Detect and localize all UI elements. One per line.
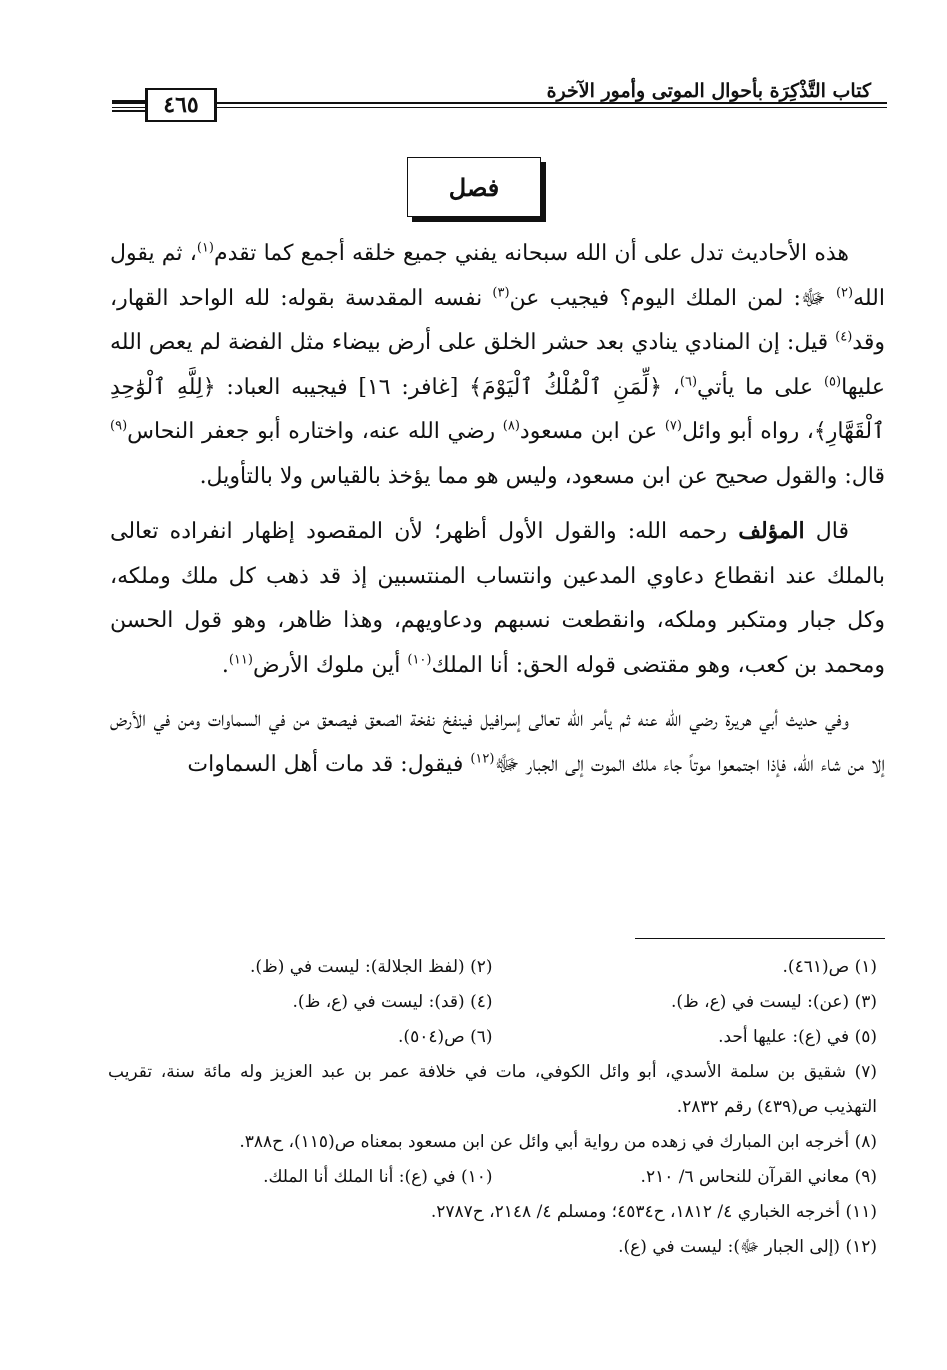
- text-run: وفي حديث أبي هريرة رضي الله عنه ثم يأمر الله تعالى إسرافيل فينفخ نفخة الصعق فيصعق من في السماوات ومن في الأرض إلا من شاء الله، فإذا اجتمعوا موتاً جاء ملك الموت إلى الجبار ﷻ: [110, 707, 885, 777]
- text-run: فيقول: قد مات أهل السماوات: [187, 751, 471, 777]
- text-run: نفسه المقدسة بقوله: لله الواحد القهار، وقد: [110, 285, 885, 355]
- text-run: أين ملوك الأرض: [252, 652, 408, 678]
- footnote-8: (٨) أخرجه ابن المبارك في زهده من رواية أبي وائل عن ابن مسعود بمعناه ص(١١٥)، ح٣٨٨.: [239, 1132, 877, 1152]
- footnote-7: (٧) شقيق بن سلمة الأسدي، أبو وائل الكوفي، مات في خلافة عمر بن عبد العزيز وله مائة سنة، تقريب التهذيب ص(٤٣٩) رقم ٢٨٣٢.: [108, 1062, 877, 1117]
- footnote-1: (١) ص(٤٦١).: [782, 957, 877, 977]
- text-run: قال: [804, 519, 849, 544]
- text-run: رحمه الله: والقول الأول أظهر؛ لأن المقصود إظهار انفراده تعالى بالملك عند انقطاع دعاوي المدعين وانتساب المنتسبين إذ قد ذهب كل ملك وملكه، وكل جبار ومتكبر وملكه، وانقطعت نسبهم ودعاويهم، وهذا ظاهر، وهو قول الحسن ومحمد بن كعب، وهو مقتضى قوله الحق: أنا الملك: [110, 519, 885, 678]
- footnote-9: (٩) معاني القرآن للنحاس ٦/ ٢١٠.: [640, 1167, 877, 1187]
- footnote-ref: (١٢): [470, 751, 495, 767]
- footnote-row: [108, 1160, 877, 1195]
- footnote-4: (٤) (قد): ليست في (ع، ظ).: [292, 992, 493, 1012]
- text-run: ﷻ: لمن الملك اليوم؟ فيجيب عن: [509, 285, 836, 311]
- footnote-ref: (٩): [110, 418, 128, 434]
- footnote-6: (٦) ص(٥٠٤).: [398, 1027, 493, 1047]
- footnote-ref: (١١): [228, 652, 253, 668]
- footnote-3: (٣) (عن): ليست في (ع، ظ).: [671, 992, 877, 1012]
- text-run: على ما يأتي: [697, 374, 824, 400]
- footnotes: [108, 950, 877, 1265]
- footnote-ref: (٧): [664, 418, 682, 434]
- footnote-ref: (١٠): [407, 652, 432, 668]
- footnote-ref: (٢): [835, 285, 854, 301]
- footnote-row: [108, 1020, 877, 1055]
- header-rule: [112, 102, 887, 108]
- footnote-ref: (٤): [835, 329, 853, 345]
- section-title: فصل: [407, 157, 541, 217]
- text-run: ، ﴿لِّمَنِ ٱلْمُلْكُ ٱلْيَوْمَ﴾ [غافر: ١٦] فيجيبه العباد: ﴿لِلَّهِ ٱلْوَٰحِدِ ٱلْقَهَّارِ﴾، رواه أبو وائل: [110, 374, 885, 444]
- text-run: ، ثم يقول الله: [110, 241, 885, 311]
- text-run: عن ابن مسعود: [519, 419, 665, 444]
- footnote-separator: [635, 938, 885, 939]
- footnote-11: (١١) أخرجه الخباري ٤/ ١٨١٢، ح٤٥٣٤؛ ومسلم ٤/ ٢١٤٨، ح٢٧٨٧.: [430, 1202, 877, 1222]
- paragraph-3: [110, 698, 885, 787]
- paragraph-2: [110, 509, 885, 688]
- text-run: قال: والقول صحيح عن ابن مسعود، وليس هو مما يؤخذ بالقياس ولا بالتأويل.: [199, 463, 885, 489]
- footnote-row: [108, 950, 877, 985]
- footnote-ref: (٦): [679, 374, 698, 390]
- main-text: [110, 232, 885, 797]
- paragraph-1: [110, 232, 885, 499]
- text-run: قيل: إن المنادي ينادي بعد حشر الخلق على أرض بيضاء مثل الفضة لم يعص الله عليها: [110, 330, 886, 400]
- footnote-ref: (١): [196, 240, 214, 256]
- footnote-ref: (٥): [823, 374, 842, 390]
- footnote-12: (١٢) (إلى الجبار ﷻ): ليست في (ع).: [618, 1237, 877, 1257]
- footnote-2: (٢) (لفظ الجلالة): ليست في (ظ).: [249, 957, 493, 977]
- running-header-title: كتاب التَّذْكِرَة بأحوال الموتى وأمور الآخرة: [546, 80, 871, 102]
- footnote-5: (٥) في (ع): عليها أحد.: [718, 1027, 877, 1047]
- footnote-ref: (٣): [492, 285, 510, 301]
- footnote-10: (١٠) في (ع): أنا الملك أنا الملك.: [263, 1167, 493, 1187]
- footnote-ref: (٨): [502, 418, 520, 434]
- text-run: .: [221, 652, 229, 678]
- page-number: ٤٦٥: [145, 88, 217, 122]
- text-run: رضي الله عنه، واختاره أبو جعفر النحاس: [127, 419, 503, 444]
- header-double-rule: [112, 100, 145, 112]
- text-run: هذه الأحاديث تدل على أن الله سبحانه يفني جميع خلقه أجمع كما تقدم: [213, 241, 849, 266]
- author-label: المؤلف: [738, 518, 805, 544]
- footnote-row: [108, 985, 877, 1020]
